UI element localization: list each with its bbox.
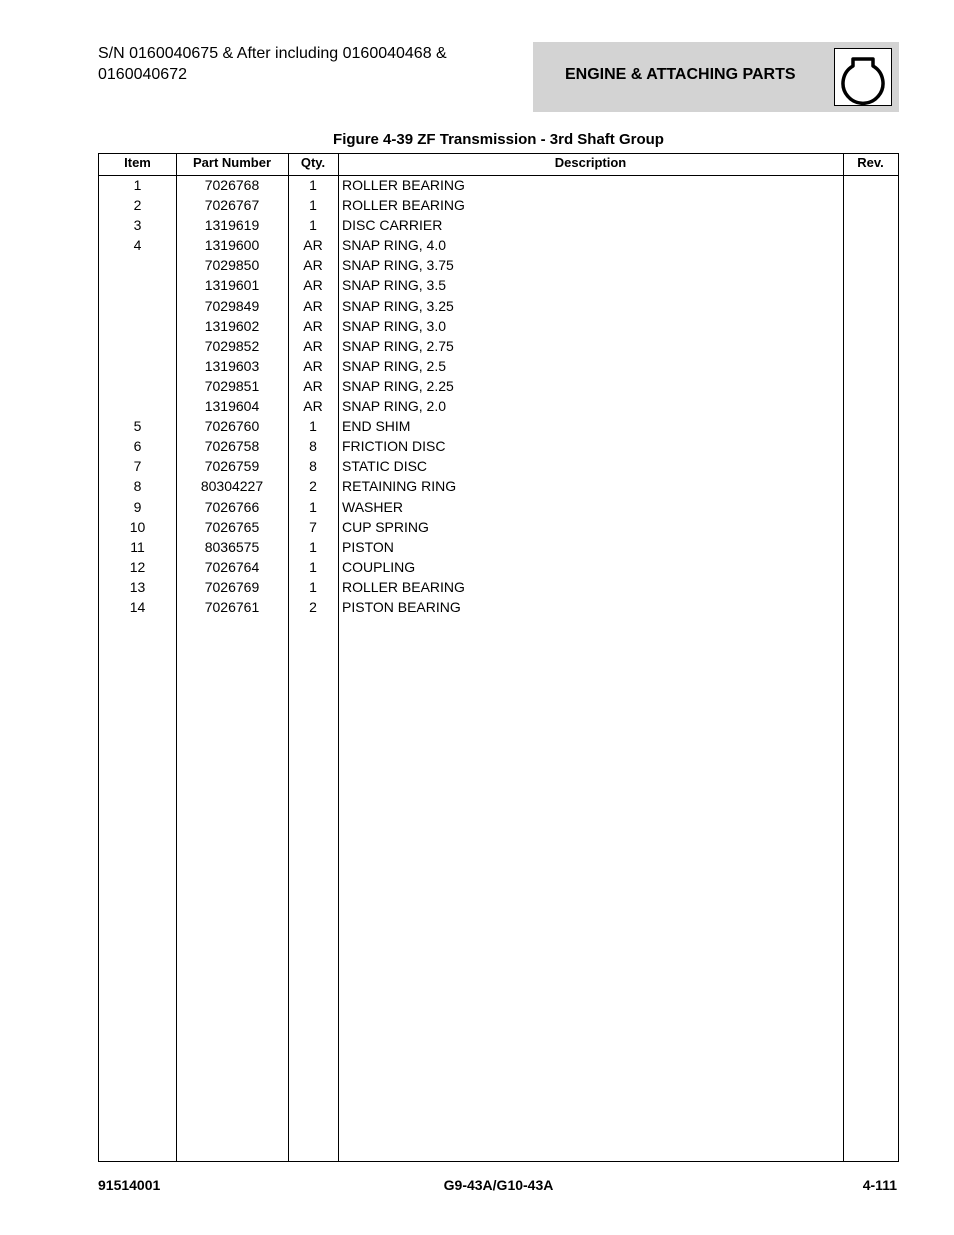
serial-number-header xyxy=(98,43,518,85)
description-cell: PISTON BEARING xyxy=(342,598,461,615)
table-row xyxy=(99,437,898,457)
serial-line-2: 0160040672 xyxy=(98,66,187,83)
table-row xyxy=(99,216,898,236)
qty-cell: 1 xyxy=(309,177,317,193)
description-cell: SNAP RING, 2.75 xyxy=(342,337,454,354)
table-row xyxy=(99,337,898,357)
qty-cell: AR xyxy=(303,297,323,314)
qty-cell: AR xyxy=(303,257,323,274)
part-number-cell: 7026769 xyxy=(204,578,260,595)
part-number-cell: 7026758 xyxy=(204,438,260,455)
part-number-cell: 7026765 xyxy=(204,518,260,535)
qty-cell: 2 xyxy=(309,598,317,615)
qty-cell: AR xyxy=(303,277,323,294)
table-row xyxy=(99,196,898,216)
serial-line-1: S/N 0160040675 & After including 0160040468 & xyxy=(98,45,447,62)
description-cell: STATIC DISC xyxy=(342,458,428,475)
footer-model: G9-43A/G10-43A xyxy=(443,1177,554,1193)
description-cell: SNAP RING, 2.25 xyxy=(342,377,454,394)
description-cell: END SHIM xyxy=(342,418,411,435)
description-cell: SNAP RING, 3.0 xyxy=(342,317,447,334)
qty-cell: AR xyxy=(303,317,323,334)
table-row xyxy=(99,276,898,296)
table-row xyxy=(99,538,898,558)
column-header-description: Description xyxy=(554,155,627,170)
part-number-cell: 1319601 xyxy=(204,277,260,294)
table-row xyxy=(99,477,898,497)
part-number-cell: 7026766 xyxy=(204,498,260,515)
description-cell: SNAP RING, 2.5 xyxy=(342,357,447,374)
parts-table xyxy=(98,153,899,1162)
qty-cell: AR xyxy=(303,237,323,254)
table-row xyxy=(99,317,898,337)
description-cell: WASHER xyxy=(342,498,403,515)
part-number-cell: 8036575 xyxy=(204,538,260,555)
item-cell: 12 xyxy=(129,558,146,575)
section-banner xyxy=(533,42,899,112)
table-row xyxy=(99,397,898,417)
part-number-cell: 1319602 xyxy=(204,317,260,334)
item-cell: 1 xyxy=(133,177,142,193)
part-number-cell: 7026767 xyxy=(204,197,260,214)
column-header-item: Item xyxy=(124,155,151,170)
item-cell: 9 xyxy=(133,498,142,515)
item-cell: 6 xyxy=(133,438,142,455)
column-header-qty: Qty. xyxy=(300,155,326,170)
qty-cell: 7 xyxy=(309,518,317,535)
footer-doc-number: 91514001 xyxy=(98,1177,161,1193)
description-cell: CUP SPRING xyxy=(342,518,429,535)
part-number-cell: 1319619 xyxy=(204,217,260,234)
qty-cell: 1 xyxy=(309,418,317,435)
part-number-cell: 7026761 xyxy=(204,598,260,615)
part-number-cell: 7029850 xyxy=(204,257,260,274)
description-cell: SNAP RING, 4.0 xyxy=(342,237,447,254)
table-row xyxy=(99,578,898,598)
description-cell: COUPLING xyxy=(342,558,416,575)
qty-cell: 1 xyxy=(309,498,317,515)
item-cell: 5 xyxy=(133,418,142,435)
column-header-rev: Rev. xyxy=(857,155,884,170)
qty-cell: AR xyxy=(303,337,323,354)
part-number-cell: 80304227 xyxy=(200,478,264,495)
qty-cell: AR xyxy=(303,377,323,394)
table-row xyxy=(99,256,898,276)
qty-cell: 8 xyxy=(309,438,317,455)
description-cell: SNAP RING, 3.5 xyxy=(342,277,447,294)
part-number-cell: 7026768 xyxy=(204,177,260,193)
qty-cell: 1 xyxy=(309,578,317,595)
description-cell: RETAINING RING xyxy=(342,478,457,495)
description-cell: ROLLER BEARING xyxy=(342,197,465,214)
description-cell: SNAP RING, 3.75 xyxy=(342,257,454,274)
description-cell: PISTON xyxy=(342,538,394,555)
engine-icon xyxy=(834,48,892,106)
description-cell: DISC CARRIER xyxy=(342,217,443,234)
description-cell: ROLLER BEARING xyxy=(342,578,465,595)
column-header-part-number: Part Number xyxy=(192,155,272,170)
item-cell: 8 xyxy=(133,478,142,495)
qty-cell: 1 xyxy=(309,558,317,575)
item-cell: 3 xyxy=(133,217,142,234)
table-row xyxy=(99,518,898,538)
footer-page-number: 4-111 xyxy=(862,1177,897,1193)
qty-cell: 2 xyxy=(309,478,317,495)
part-number-cell: 1319603 xyxy=(204,357,260,374)
table-row xyxy=(99,417,898,437)
item-cell: 10 xyxy=(129,518,146,535)
part-number-cell: 7026764 xyxy=(204,558,260,575)
description-cell: ROLLER BEARING xyxy=(342,177,465,193)
table-row xyxy=(99,377,898,397)
table-row xyxy=(99,297,898,317)
item-cell: 2 xyxy=(133,197,142,214)
part-number-cell: 7029851 xyxy=(204,377,260,394)
qty-cell: 1 xyxy=(309,217,317,234)
part-number-cell: 7029849 xyxy=(204,297,260,314)
part-number-cell: 1319604 xyxy=(204,398,260,415)
table-row xyxy=(99,357,898,377)
table-row xyxy=(99,457,898,477)
item-cell: 14 xyxy=(129,598,146,615)
description-cell: SNAP RING, 2.0 xyxy=(342,398,447,415)
item-cell: 13 xyxy=(129,578,146,595)
part-number-cell: 1319600 xyxy=(204,237,260,254)
table-row xyxy=(99,558,898,578)
table-body xyxy=(99,176,898,618)
part-number-cell: 7029852 xyxy=(204,337,260,354)
table-row xyxy=(99,176,898,196)
figure-title: Figure 4-39 ZF Transmission - 3rd Shaft Group xyxy=(333,131,664,148)
section-title: ENGINE & ATTACHING PARTS xyxy=(565,66,796,83)
description-cell: FRICTION DISC xyxy=(342,438,446,455)
table-row xyxy=(99,598,898,618)
part-number-cell: 7026759 xyxy=(204,458,260,475)
qty-cell: AR xyxy=(303,357,323,374)
qty-cell: 8 xyxy=(309,458,317,475)
item-cell: 4 xyxy=(133,237,142,254)
table-row xyxy=(99,498,898,518)
qty-cell: 1 xyxy=(309,197,317,214)
item-cell: 7 xyxy=(133,458,142,475)
description-cell: SNAP RING, 3.25 xyxy=(342,297,454,314)
qty-cell: AR xyxy=(303,398,323,415)
table-row xyxy=(99,236,898,256)
item-cell: 11 xyxy=(130,538,145,555)
qty-cell: 1 xyxy=(309,538,317,555)
part-number-cell: 7026760 xyxy=(204,418,260,435)
